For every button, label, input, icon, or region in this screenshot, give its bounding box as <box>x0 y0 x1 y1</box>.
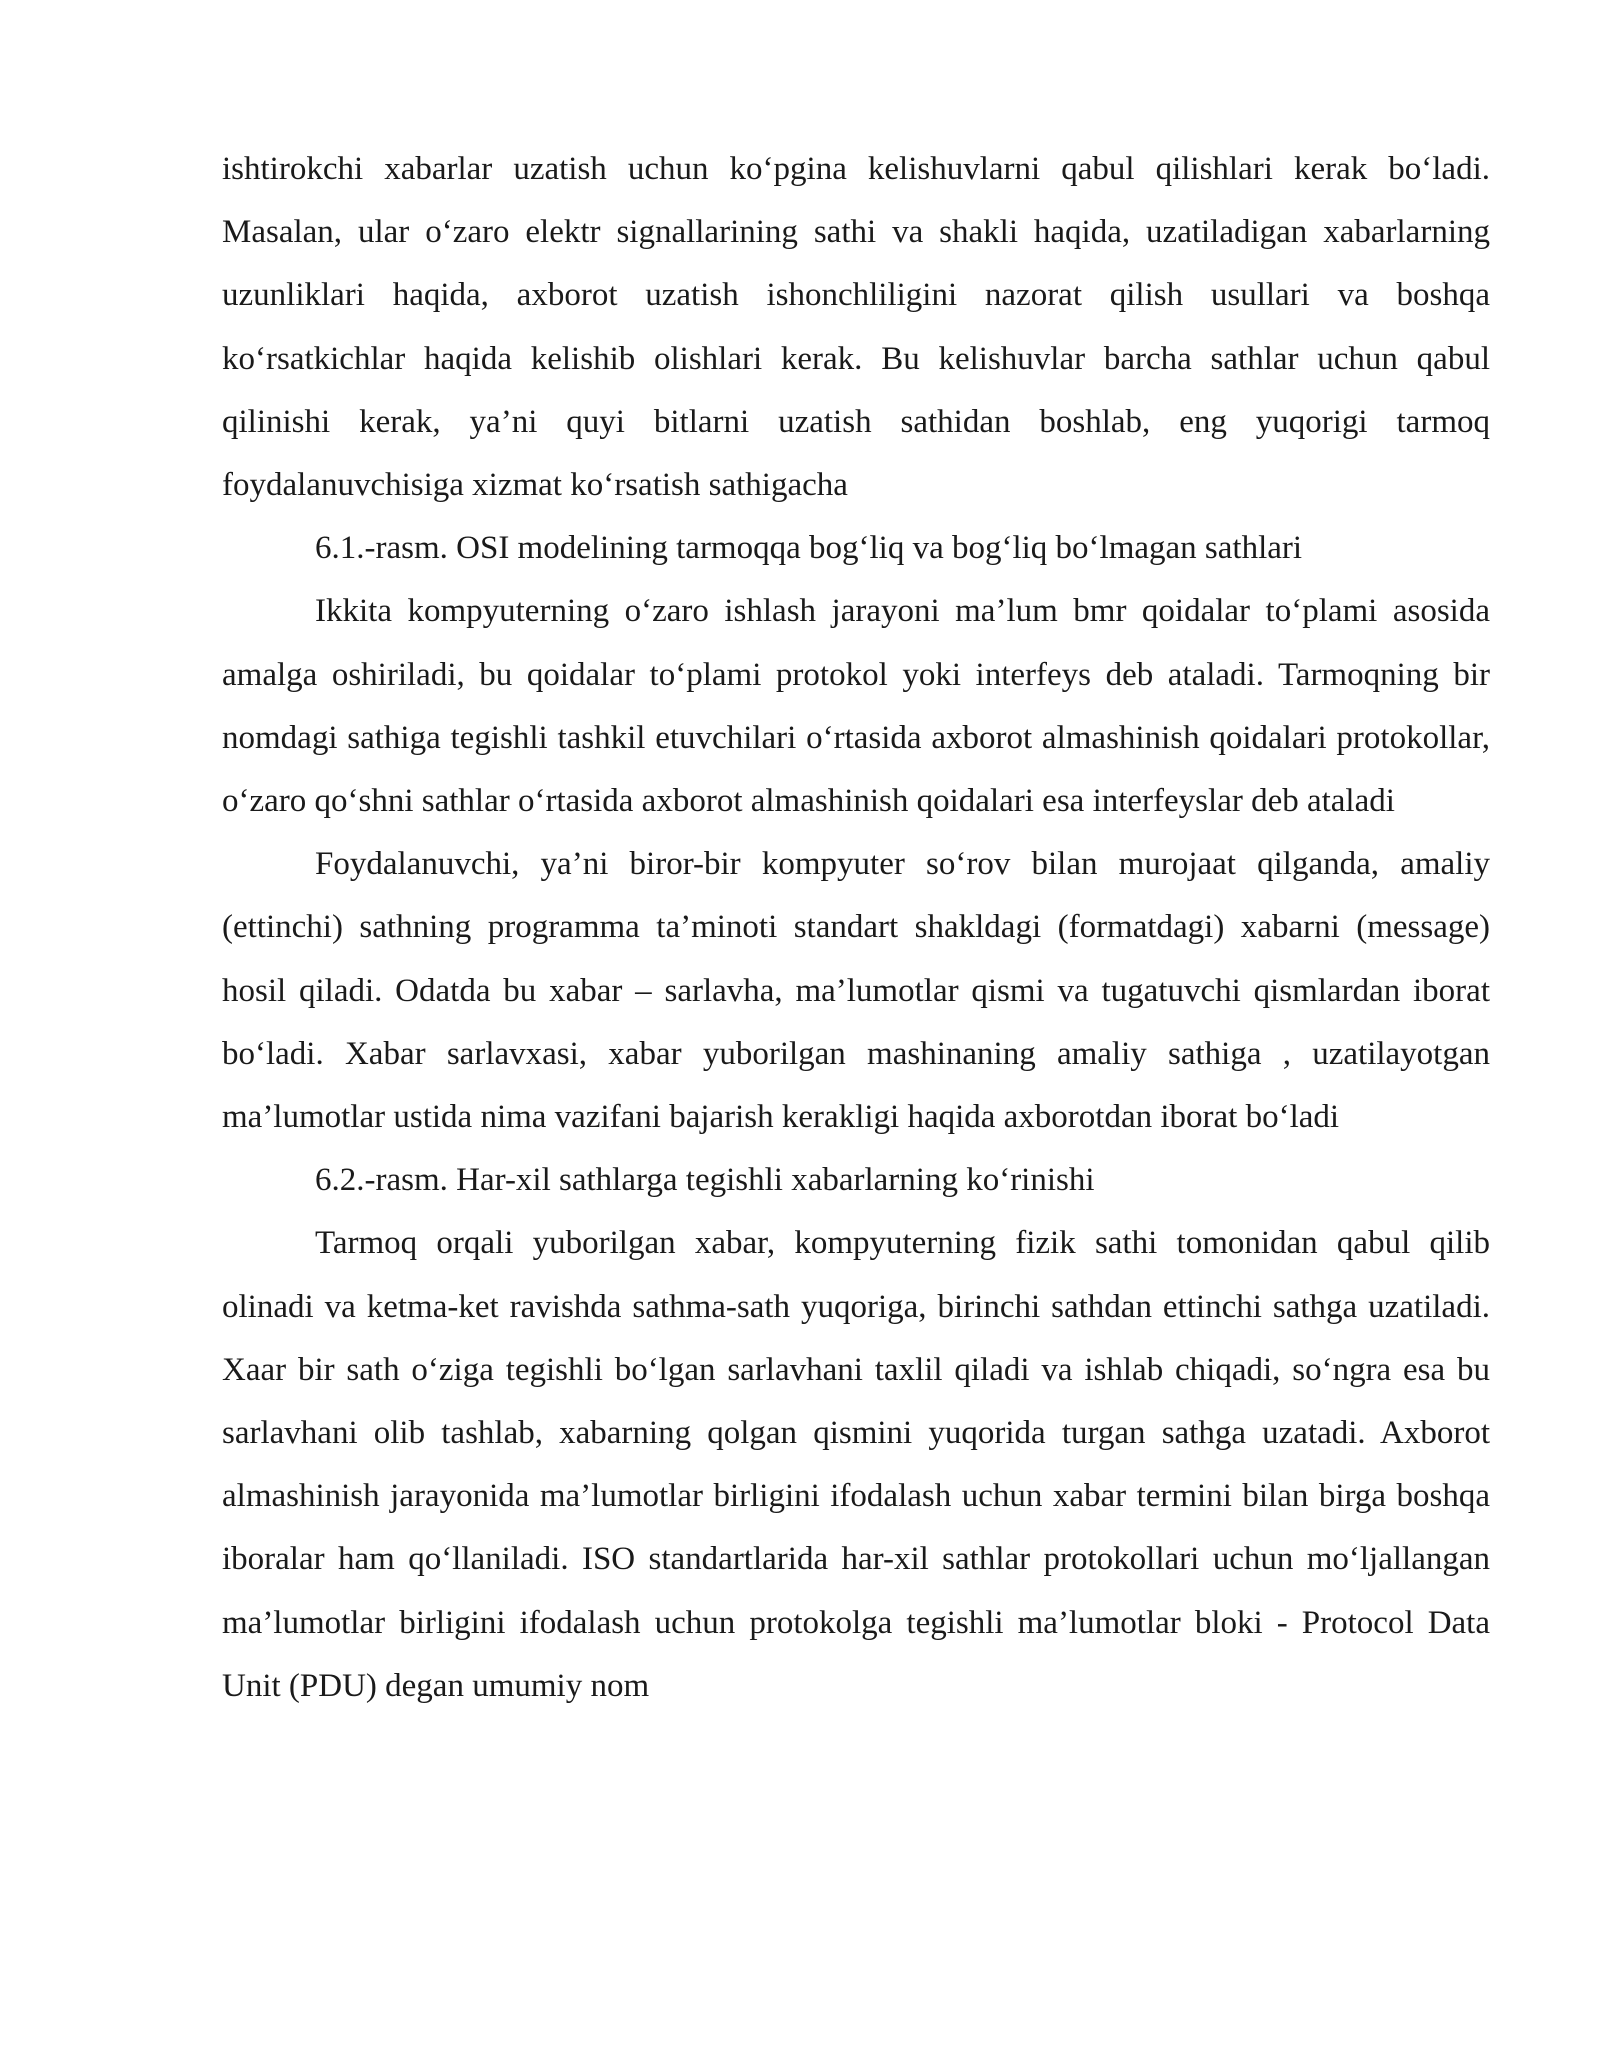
paragraph-2: Ikkita kompyuterning o‘zaro ishlash jarayoni ma’lum bmr qoidalar to‘plami asosida amalga oshiriladi, bu qoidalar to‘plami protokol yoki interfeys deb ataladi. Tarmoqning bir nomdagi sathiga tegishli tashkil etuvchilari o‘rtasida axborot almashinish qoidalari protokollar, o‘zaro qo‘shni sathlar o‘rtasida axborot almashinish qoidalari esa interfeyslar deb ataladi <box>222 593 1490 820</box>
figure-caption-6-1: 6.1.-rasm. OSI modelining tarmoqqa bog‘liq va bog‘liq bo‘lmagan sathlari <box>315 530 1303 567</box>
paragraph-4: Tarmoq orqali yuborilgan xabar, kompyuterning fizik sathi tomonidan qabul qilib olinadi va ketma-ket ravishda sathma-sath yuqoriga, birinchi sathdan ettinchi sathga uzatiladi. Xaar bir sath o‘ziga tegishli bo‘lgan sarlavhani taxlil qiladi va ishlab chiqadi, so‘ngra esa bu sarlavhani olib tashlab, xabarning qolgan qismini yuqorida turgan sathga uzatadi. Axborot almashinish jarayonida ma’lumotlar birligini ifodalash uchun xabar termini bilan birga boshqa iboralar ham qo‘llaniladi. ISO standartlarida har-xil sathlar protokollari uchun mo‘ljallangan ma’lumotlar birligini ifodalash uchun protokolga tegishli ma’lumotlar bloki - Protocol Data Unit (PDU) degan umumiy nom <box>222 1225 1490 1704</box>
figure-caption-6-2: 6.2.-rasm. Har-xil sathlarga tegishli xabarlarning ko‘rinishi <box>315 1162 1095 1199</box>
document-body <box>222 138 1490 1718</box>
paragraph-1: ishtirokchi xabarlar uzatish uchun ko‘pgina kelishuvlarni qabul qilishlari kerak bo‘ladi. Masalan, ular o‘zaro elektr signallarining sathi va shakli haqida, uzatiladigan xabarlarning uzunliklari haqida, axborot uzatish ishonchliligini nazorat qilish usullari va boshqa ko‘rsatkichlar haqida kelishib olishlari kerak. Bu kelishuvlar barcha sathlar uchun qabul qilinishi kerak, ya’ni quyi bitlarni uzatish sathidan boshlab, eng yuqorigi tarmoq foydalanuvchisiga xizmat ko‘rsatish sathigacha <box>222 151 1490 504</box>
paragraph-3: Foydalanuvchi, ya’ni biror-bir kompyuter so‘rov bilan murojaat qilganda, amaliy (ettinchi) sathning programma ta’minoti standart shakldagi (formatdagi) xabarni (message) hosil qiladi. Odatda bu xabar – sarlavha, ma’lumotlar qismi va tugatuvchi qismlardan iborat bo‘ladi. Xabar sarlavxasi, xabar yuborilgan mashinaning amaliy sathiga , uzatilayotgan ma’lumotlar ustida nima vazifani bajarish kerakligi haqida axborotdan iborat bo‘ladi <box>222 846 1490 1136</box>
